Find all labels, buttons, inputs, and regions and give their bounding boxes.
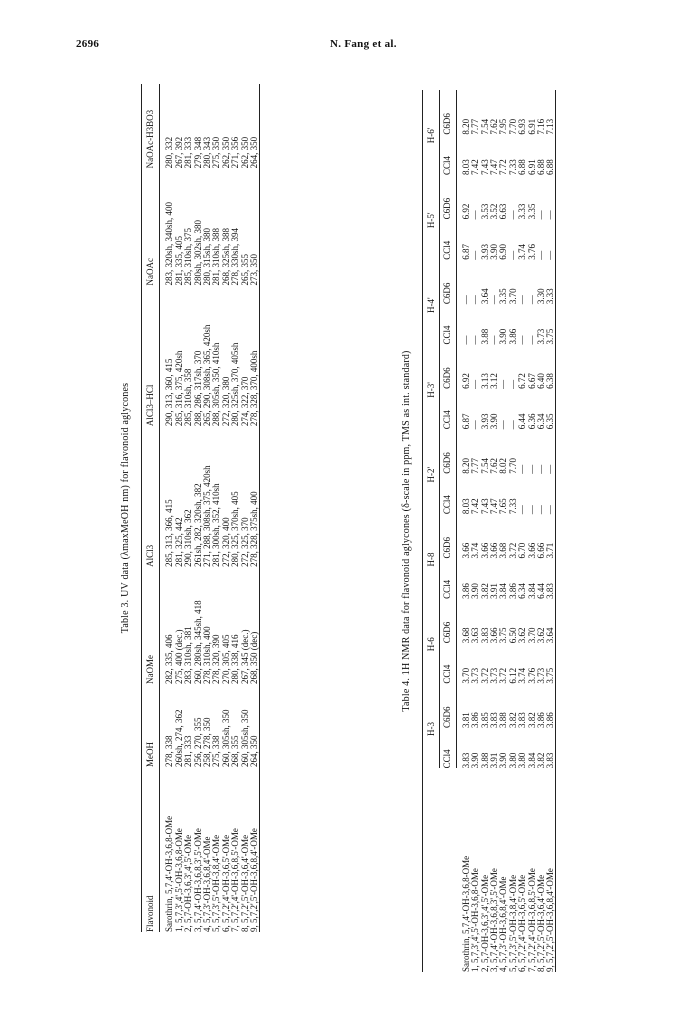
table-3-flavonoid-cell: 4, 5,7,3'-OH-3,6,8,4'-OMe: [201, 836, 212, 932]
table-4-value-cell: —: [470, 250, 481, 260]
table-3-value-cell: 265, 290, 308sh, 365, 420sh: [201, 324, 212, 427]
table-4-value-cell: 3.73: [470, 667, 481, 684]
table-3-value-cell: 272, 320, 400: [220, 517, 231, 567]
table-4-value-cell: 3.93: [479, 243, 490, 260]
table-4-value-cell: 6.93: [517, 118, 528, 135]
table-4-value-cell: 7.42: [470, 498, 481, 515]
table-4-value-cell: 3.66: [526, 542, 537, 559]
table-4-solvent-header: CCl4: [440, 643, 457, 683]
table-4-value-cell: 3.72: [479, 667, 490, 684]
table-4-solvent-header: C6D6: [440, 90, 457, 135]
table-3-row: [184, 84, 193, 932]
table-3-value-cell: 285, 313, 366, 415: [164, 499, 175, 567]
running-head: N. Fang et al.: [330, 38, 397, 50]
table-4-value-cell: 3.91: [489, 752, 500, 769]
table-4-value-cell: —: [517, 295, 528, 305]
table-4-value-cell: 3.68: [498, 542, 509, 559]
table-3-value-cell: 278, 328, 370, 400sh: [250, 286, 260, 427]
table-4-value-cell: 3.83: [479, 627, 490, 644]
table-3-value-cell: 279, 348: [192, 136, 203, 169]
table-4-value-cell: —: [489, 335, 500, 345]
table-3-value-cell: 268, 350 (dec): [250, 567, 260, 684]
table-3-value-cell: 275, 400 (dec.): [173, 629, 184, 684]
table-4-flavonoid-cell: 4, 5,7,3'-OH-3,6,8,4'-OMe: [498, 876, 509, 972]
table-4-row: [537, 90, 546, 972]
table-4-value-cell: 7.77: [470, 118, 481, 135]
table-4-value-cell: 3.13: [479, 373, 490, 389]
table-3-column-header: NaOMe: [142, 567, 160, 684]
table-3-row: [212, 84, 221, 932]
table-3-column-header: AlCl3: [142, 426, 160, 567]
table-4-value-cell: 6.70: [517, 542, 528, 559]
table-3-value-cell: 280sh, 302sh, 380: [192, 220, 203, 286]
table-3-value-cell: 288, 305sh, 350, 410sh: [211, 342, 222, 427]
table-4-value-cell: —: [526, 505, 537, 515]
table-4-solvent-header: CCl4: [440, 474, 457, 514]
table-3-value-cell: 278, 310sh, 400: [201, 626, 212, 684]
table-4-value-cell: 6.87: [460, 243, 471, 260]
table-4-value-cell: 3.53: [479, 203, 490, 220]
table-3-column-header: NaOAc-H3BO3: [142, 84, 160, 168]
table-4-value-cell: 3.86: [460, 583, 471, 599]
table-4-value-cell: —: [536, 464, 547, 474]
table-4-value-cell: 3.86: [546, 684, 556, 728]
table-4-row: [471, 90, 480, 972]
table-4-value-cell: 3.66: [489, 627, 500, 644]
table-4-value-cell: 3.82: [479, 583, 490, 599]
table-4-value-cell: 3.62: [517, 627, 528, 644]
table-4-value-cell: —: [470, 295, 481, 305]
table-3-value-cell: 270, 305, 405: [220, 634, 231, 684]
table-4-value-cell: 3.73: [536, 667, 547, 684]
table-4-value-cell: —: [546, 474, 556, 514]
table-3-value-cell: 278, 328, 375sh, 400: [250, 426, 260, 567]
table-4-value-cell: 6.92: [460, 203, 471, 220]
table-3-value-cell: 260sh, 274, 362: [173, 709, 184, 768]
table-3-column-header: NaOAc: [142, 168, 160, 285]
table-4-row: [480, 90, 489, 972]
table-4-value-cell: 7.33: [507, 498, 518, 515]
table-4: [401, 90, 556, 972]
table-3-value-cell: 260, 280sh, 345sh, 418: [192, 600, 203, 684]
table-4-flavonoid-cell: 3, 5,7,4'-OH-3,6,8,3',5'-OMe: [489, 868, 500, 972]
table-4-value-cell: 7.13: [546, 90, 556, 135]
table-4-solvent-header: C6D6: [440, 175, 457, 219]
table-4-value-cell: 3.82: [536, 752, 547, 769]
table-4-flavonoid-cell: 2, 5,7-OH-3,6,3',4',5'-OMe: [479, 874, 490, 972]
table-4-value-cell: 7.62: [489, 457, 500, 474]
table-3-value-cell: 264, 350: [250, 84, 260, 168]
table-4-value-cell: 6.92: [460, 373, 471, 389]
table-4-value-cell: —: [470, 379, 481, 389]
table-4-value-cell: —: [517, 335, 528, 345]
table-4-value-cell: 3.71: [546, 514, 556, 558]
table-4-value-cell: 6.12: [507, 667, 518, 684]
table-3-value-cell: 268, 325sh, 388: [220, 228, 231, 286]
table-4-solvent-header: C6D6: [440, 514, 457, 558]
table-4-value-cell: —: [517, 464, 528, 474]
table-4-value-cell: 6.67: [526, 373, 537, 389]
table-4-row: [462, 90, 471, 972]
table-4-solvent-header: C6D6: [440, 429, 457, 473]
table-4-value-cell: 3.83: [517, 712, 528, 729]
table-4-value-cell: 3.35: [498, 288, 509, 305]
table-4-value-cell: 3.90: [470, 752, 481, 769]
table-4-value-cell: 7.70: [507, 457, 518, 474]
table-4-value-cell: 7.62: [489, 118, 500, 135]
table-3-column-header: MeOH: [142, 684, 160, 767]
table-4-value-cell: 3.86: [507, 328, 518, 345]
table-4-flavonoid-cell: 8, 5,7,2',5'-OH-3,6,4'-OMe: [536, 874, 547, 972]
table-4-group-header: H-3': [423, 345, 440, 430]
table-4-value-cell: 3.83: [546, 558, 556, 598]
table-3-value-cell: 290, 310sh, 362: [183, 509, 194, 567]
table-4-value-cell: 6.50: [507, 627, 518, 644]
table-4-value-cell: 6.35: [546, 389, 556, 429]
table-3-row: [250, 84, 260, 932]
table-3-value-cell: 260, 305sh, 350: [239, 709, 250, 768]
table-4-value-cell: 3.90: [470, 583, 481, 599]
table-4-value-cell: 7.95: [498, 118, 509, 135]
table-4-value-cell: 3.80: [507, 752, 518, 769]
table-3-value-cell: 283, 310sh, 381: [183, 626, 194, 684]
table-3-row: [165, 84, 174, 932]
table-4-row: [490, 90, 499, 972]
table-3-value-cell: 258, 278, 350: [201, 717, 212, 768]
table-3-value-cell: 285, 310sh, 358: [183, 368, 194, 427]
table-4-value-cell: 7.16: [536, 118, 547, 135]
table-4-value-cell: 3.30: [536, 288, 547, 305]
table-4-value-cell: 6.44: [536, 583, 547, 599]
table-4-value-cell: —: [507, 210, 518, 220]
table-3-value-cell: 256, 270, 355: [192, 717, 203, 768]
table-4-value-cell: 3.88: [479, 328, 490, 345]
table-4-value-cell: —: [526, 335, 537, 345]
table-4-value-cell: 3.75: [546, 304, 556, 344]
table-4-value-cell: 3.75: [498, 627, 509, 644]
table-4-value-cell: —: [498, 379, 509, 389]
table-4-solvent-header: C6D6: [440, 260, 457, 304]
table-3-value-cell: 261sh, 282, 320sh, 382: [192, 483, 203, 567]
table-4-value-cell: 6.88: [546, 135, 556, 175]
table-4-value-cell: 7.43: [479, 159, 490, 175]
table-4-solvent-header: C6D6: [440, 684, 457, 728]
table-4-value-cell: 6.63: [498, 203, 509, 220]
table-4-flavonoid-cell: 7, 5,7,2',4'-OH-3,6,8,5'-OMe: [526, 868, 537, 972]
table-3-value-cell: 280, 332: [164, 136, 175, 169]
table-4-group-header: H-2': [423, 429, 440, 514]
table-4-value-cell: 3.90: [489, 413, 500, 430]
table-4-value-cell: 3.83: [489, 712, 500, 729]
table-4-value-cell: —: [489, 295, 500, 305]
table-4-value-cell: 6.91: [526, 118, 537, 135]
table-4-row: [527, 90, 536, 972]
table-4-value-cell: 3.84: [498, 583, 509, 599]
table-3-value-cell: 272, 325, 370: [239, 517, 250, 567]
table-4-value-cell: 3.82: [526, 712, 537, 729]
table-4-row: [508, 90, 517, 972]
table-3-value-cell: 267, 392: [173, 136, 184, 169]
table-4-solvent-header: CCl4: [440, 728, 457, 768]
table-4-value-cell: 7.54: [479, 118, 490, 135]
table-4-value-cell: 6.34: [536, 413, 547, 430]
table-3-value-cell: 265, 355: [239, 254, 250, 286]
table-4-flavonoid-cell: 9, 5,7,2',5'-OH-3,6,8,4'-OMe: [546, 768, 556, 972]
table-4-value-cell: 3.64: [479, 288, 490, 305]
table-4-value-cell: 6.40: [536, 373, 547, 389]
table-4-value-cell: 8.20: [460, 457, 471, 474]
table-4-value-cell: —: [507, 379, 518, 389]
table-3-value-cell: 264, 350: [250, 684, 260, 767]
table-3-value-cell: 280, 343: [201, 136, 212, 169]
table-4-value-cell: 3.86: [507, 583, 518, 599]
table-3-flavonoid-cell: 3, 5,7,4'-OH-3,6,8,3',5'-OMe: [192, 828, 203, 932]
table-4-value-cell: —: [517, 505, 528, 515]
table-4-group-header: H-3: [423, 684, 440, 769]
table-4-value-cell: 3.52: [489, 203, 500, 220]
table-4-value-cell: 3.74: [470, 542, 481, 559]
table-4-value-cell: —: [470, 420, 481, 430]
table-4-value-cell: 3.82: [507, 712, 518, 729]
table-4-value-cell: 7.54: [479, 457, 490, 474]
table-4-value-cell: 3.80: [517, 752, 528, 769]
table-4-value-cell: —: [470, 335, 481, 345]
table-4-value-cell: —: [507, 420, 518, 430]
table-3-value-cell: 281, 335, 405: [173, 236, 184, 286]
table-4-value-cell: —: [507, 250, 518, 260]
table-4-value-cell: —: [460, 335, 471, 345]
table-4-value-cell: —: [498, 420, 509, 430]
table-4-value-cell: 7.65: [498, 498, 509, 515]
table-3-flavonoid-cell: 9, 5,7,2',5'-OH-3,6,8,4'-OMe: [250, 767, 260, 932]
table-4-value-cell: 3.33: [546, 260, 556, 304]
table-3-value-cell: 281, 325, 442: [173, 517, 184, 567]
table-4-value-cell: —: [546, 175, 556, 219]
table-4-value-cell: 3.66: [489, 542, 500, 559]
table-3-value-cell: 285, 310sh, 375: [183, 228, 194, 286]
table-3-value-cell: 278, 338: [164, 735, 175, 768]
table-3-value-cell: 285, 316, 375, 420sh: [173, 350, 184, 427]
table-3-value-cell: 262, 350: [239, 136, 250, 169]
table-4-value-cell: 3.62: [536, 627, 547, 644]
table-4-value-cell: 7.42: [470, 159, 481, 175]
table-4-value-cell: —: [460, 295, 471, 305]
table-4-value-cell: 6.91: [526, 159, 537, 175]
table-4-caption: Table 4. 1H NMR data for flavonoid aglycones (δ-scale in ppm, TMS as int. standard): [401, 350, 412, 712]
table-3-value-cell: 283, 320sh, 340sh, 400: [164, 202, 175, 286]
table-3-value-cell: 290, 313, 360, 415: [164, 358, 175, 427]
table-4-value-cell: 7.70: [507, 118, 518, 135]
table-4-grid: [422, 90, 556, 972]
table-4-value-cell: 3.90: [489, 243, 500, 260]
table-4-value-cell: 3.85: [479, 712, 490, 729]
table-4-value-cell: 3.75: [546, 643, 556, 683]
table-3-flavonoid-cell: 8, 5,7,2',5'-OH-3,6,4'-OMe: [239, 834, 250, 932]
table-3-grid: [141, 84, 260, 932]
table-4-group-header: H-5': [423, 175, 440, 260]
table-4-value-cell: 3.86: [470, 712, 481, 729]
table-4-value-cell: 3.66: [479, 542, 490, 559]
table-4-group-header: H-4': [423, 260, 440, 345]
table-3-value-cell: 280, 315sh, 380: [201, 228, 212, 286]
table-3-value-cell: 271, 356: [230, 136, 241, 169]
table-4-value-cell: 3.74: [517, 667, 528, 684]
table-3-flavonoid-cell: 6, 5,7,2',4'-OH-3,6,5'-OMe: [220, 834, 231, 932]
table-4-value-cell: 3.90: [498, 752, 509, 769]
table-3: [120, 84, 260, 932]
table-4-row: [546, 90, 556, 972]
table-4-value-cell: 3.91: [489, 583, 500, 599]
table-3-value-cell: 275, 338: [211, 735, 222, 768]
table-4-value-cell: 7.43: [479, 498, 490, 515]
table-3-value-cell: 280, 325sh, 370, 405sh: [230, 342, 241, 427]
table-4-solvent-header: C6D6: [440, 345, 457, 389]
table-4-value-cell: 6.66: [536, 542, 547, 559]
table-4-value-cell: —: [536, 250, 547, 260]
table-4-value-cell: 3.73: [489, 667, 500, 684]
table-4-value-cell: 3.66: [460, 542, 471, 559]
table-4-value-cell: 7.47: [489, 498, 500, 515]
table-3-value-cell: 281, 333: [183, 735, 194, 768]
table-4-value-cell: 3.76: [526, 243, 537, 260]
table-4-value-cell: 3.12: [489, 373, 500, 389]
table-4-group-header: H-6: [423, 599, 440, 684]
table-3-value-cell: 281, 333: [183, 136, 194, 169]
table-3-flavonoid-cell: Sarothrin, 5,7,4'-OH-3,6,8-OMe: [164, 815, 175, 932]
table-3-value-cell: 282, 335, 406: [164, 634, 175, 684]
table-3-value-cell: 278, 330sh, 394: [230, 228, 241, 286]
table-3-row: [174, 84, 183, 932]
table-4-value-cell: 6.88: [517, 159, 528, 175]
table-4-value-cell: 6.87: [460, 413, 471, 430]
table-4-value-cell: 3.76: [526, 667, 537, 684]
table-3-value-cell: 262, 350: [220, 136, 231, 169]
table-4-row: [518, 90, 527, 972]
table-3-value-cell: 280, 325, 370sh, 405: [230, 491, 241, 567]
table-4-flavonoid-cell: 6, 5,7,2',4'-OH-3,6,5'-OMe: [517, 874, 528, 972]
table-4-value-cell: 6.88: [536, 159, 547, 175]
table-4-flavonoid-cell: 5, 5,7,3',5'-OH-3,8,4'-OMe: [507, 874, 518, 972]
table-4-value-cell: 3.73: [536, 328, 547, 345]
table-4-value-cell: 3.64: [546, 599, 556, 643]
table-3-value-cell: 275, 350: [211, 136, 222, 169]
table-3-value-cell: 267, 345 (dec.): [239, 629, 250, 684]
table-3-value-cell: 278, 320, 390: [211, 634, 222, 684]
table-4-value-cell: 3.63: [470, 627, 481, 644]
table-3-value-cell: 271, 288, 308sh, 375, 420sh: [201, 465, 212, 567]
table-3-flavonoid-cell: 2, 5,7-OH-3,6,3',4',5'-OMe: [183, 834, 194, 932]
table-4-value-cell: —: [546, 219, 556, 259]
table-4-value-cell: 3.88: [479, 752, 490, 769]
table-3-value-cell: 272, 320, 380: [220, 376, 231, 427]
table-4-value-cell: —: [526, 295, 537, 305]
table-4-value-cell: 6.72: [517, 373, 528, 389]
table-4-value-cell: —: [536, 505, 547, 515]
table-3-flavonoid-cell: 1, 5,7,3',4',5'-OH-3,6,8-OMe: [173, 828, 184, 932]
table-4-value-cell: 3.72: [498, 667, 509, 684]
table-4-value-cell: 3.74: [517, 243, 528, 260]
table-4-group-header: H-8: [423, 514, 440, 599]
table-4-value-cell: 3.33: [517, 203, 528, 220]
table-4-flavonoid-cell: Sarothrin, 5,7,4'-OH-3,6,8-OMe: [460, 855, 471, 972]
table-4-flavonoid-cell: 1, 5,7,3',4',5'-OH-3,6,8-OMe: [470, 868, 481, 972]
table-4-value-cell: 3.84: [526, 752, 537, 769]
table-3-value-cell: 274, 322, 370: [239, 376, 250, 427]
table-4-value-cell: 6.44: [517, 413, 528, 430]
table-4-solvent-header: C6D6: [440, 599, 457, 643]
table-4-solvent-header: CCl4: [440, 219, 457, 259]
table-4-solvent-header: CCl4: [440, 389, 457, 429]
table-4-value-cell: 3.70: [460, 667, 471, 684]
table-4-value-cell: 7.77: [470, 457, 481, 474]
table-4-value-cell: 3.70: [526, 627, 537, 644]
table-4-group-header: H-6': [423, 90, 440, 175]
table-3-value-cell: 288, 286, 317sh, 370: [192, 350, 203, 427]
table-4-value-cell: 3.93: [479, 413, 490, 430]
table-4-value-cell: —: [470, 210, 481, 220]
table-3-column-header: AlCl3–HCl: [142, 286, 160, 427]
table-4-value-cell: 3.35: [526, 203, 537, 220]
table-4-value-cell: 8.20: [460, 118, 471, 135]
table-4-value-cell: —: [536, 210, 547, 220]
table-4-solvent-header: CCl4: [440, 558, 457, 598]
table-4-value-cell: 7.33: [507, 159, 518, 175]
page-number: 2696: [76, 38, 100, 50]
table-4-value-cell: 8.03: [460, 498, 471, 515]
table-3-column-header: Flavonoid: [142, 767, 160, 932]
table-3-flavonoid-cell: 7, 5,7,2',4'-OH-3,6,8,5'-OMe: [230, 828, 241, 932]
table-3-value-cell: 273, 350: [250, 168, 260, 285]
table-4-value-cell: 6.90: [498, 243, 509, 260]
table-4-value-cell: 3.90: [498, 328, 509, 345]
table-3-caption: Table 3. UV data (λmaxMeOH nm) for flavonoid aglycones: [120, 382, 131, 634]
table-4-value-cell: 3.68: [460, 627, 471, 644]
table-4-value-cell: 6.34: [517, 583, 528, 599]
table-3-row: [231, 84, 240, 932]
table-3-value-cell: 260, 305sh, 350: [220, 709, 231, 768]
table-4-value-cell: 6.38: [546, 345, 556, 389]
table-4-value-cell: 8.02: [498, 457, 509, 474]
table-3-value-cell: 281, 310sh, 388: [211, 228, 222, 286]
table-4-value-cell: 3.72: [507, 542, 518, 559]
table-4-value-cell: 7.72: [498, 159, 509, 175]
table-4-value-cell: —: [546, 429, 556, 473]
table-3-value-cell: 268, 355: [230, 735, 241, 768]
table-4-value-cell: —: [526, 464, 537, 474]
table-4-value-cell: 3.83: [546, 728, 556, 768]
table-3-value-cell: 281, 300sh, 352, 410sh: [211, 483, 222, 567]
table-4-solvent-header: CCl4: [440, 135, 457, 175]
table-4-value-cell: 3.83: [460, 752, 471, 769]
table-4-row: [499, 90, 508, 972]
table-4-value-cell: 7.47: [489, 159, 500, 175]
table-4-solvent-header: CCl4: [440, 304, 457, 344]
table-4-value-cell: 3.88: [498, 712, 509, 729]
table-4-value-cell: 3.70: [507, 288, 518, 305]
table-4-value-cell: 8.03: [460, 159, 471, 175]
table-3-flavonoid-cell: 5, 5,7,3',5'-OH-3,8,4'-OMe: [211, 834, 222, 932]
table-4-value-cell: 3.84: [526, 583, 537, 599]
table-4-value-cell: 3.86: [536, 712, 547, 729]
table-4-value-cell: 3.81: [460, 712, 471, 729]
table-4-corner: [423, 768, 457, 972]
table-3-value-cell: 280, 338, 416: [230, 634, 241, 684]
table-4-value-cell: 6.36: [526, 413, 537, 430]
